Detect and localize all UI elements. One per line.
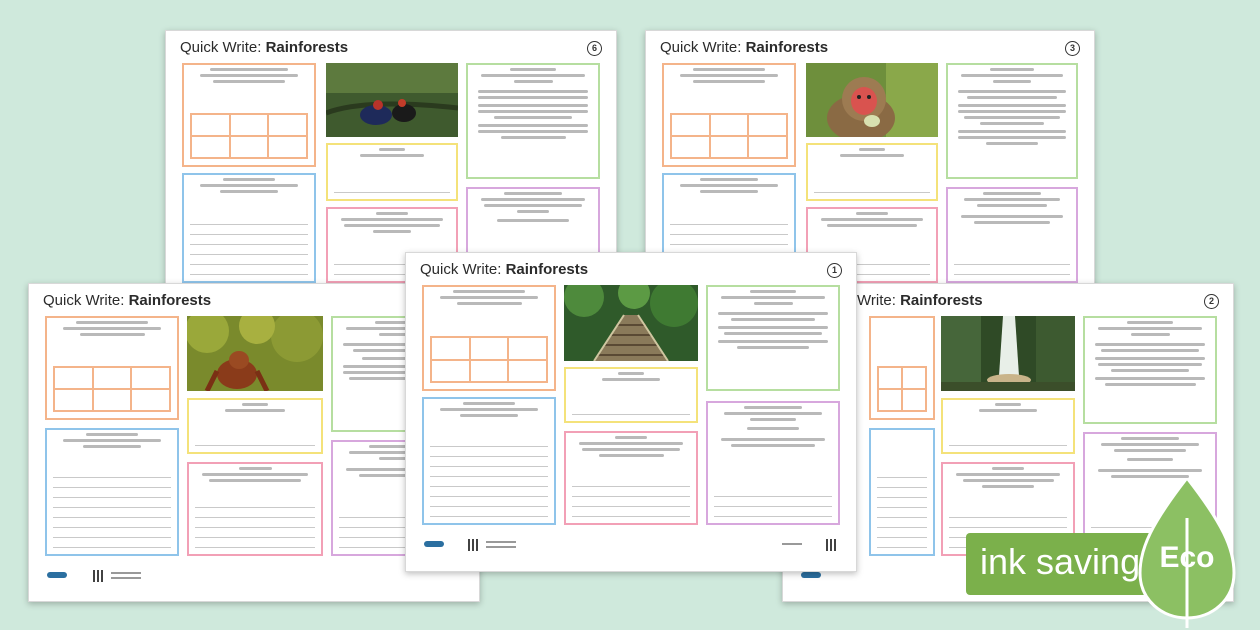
sheet-title: Quick Write: Rainforests [660, 39, 829, 56]
name-it-box [941, 398, 1075, 454]
page-number: 3 [1065, 41, 1080, 56]
qr-code [468, 539, 480, 551]
name-it-box [326, 143, 458, 201]
sheet-title: Quick Write: Rainforests [420, 261, 589, 278]
publisher-logo [424, 541, 444, 547]
quick-questions-box [706, 285, 840, 391]
opinion-box [706, 401, 840, 525]
quick-questions-box [946, 63, 1078, 179]
opening-lines-box [422, 397, 556, 525]
rope-bridge-photo [564, 285, 698, 361]
toucan-photo [326, 63, 458, 137]
publisher-logo [801, 572, 821, 578]
quote-it-box [187, 462, 323, 556]
eco-label: Eco [1159, 541, 1215, 574]
quick-questions-box [1083, 316, 1217, 424]
quote-it-box [564, 431, 698, 525]
qr-code [93, 570, 105, 582]
worksheet-page-1 [405, 252, 857, 572]
page-number: 6 [587, 41, 602, 56]
vocabulary-box [45, 316, 179, 420]
vocabulary-box [869, 316, 935, 420]
monkey-photo [806, 63, 938, 137]
opinion-box [946, 187, 1078, 283]
waterfall-photo [941, 316, 1075, 391]
vocabulary-box [182, 63, 316, 167]
vocabulary-box [662, 63, 796, 167]
vocabulary-box [422, 285, 556, 391]
opening-lines-box [45, 428, 179, 556]
sheet-title: Quick Write: Rainforests [43, 292, 212, 309]
orangutan-photo [187, 316, 323, 391]
sheet-title: Quick Write: Rainforests [180, 39, 349, 56]
quick-questions-box [466, 63, 600, 179]
sheet-title: Write: Rainforests [857, 292, 983, 309]
opening-lines-box [869, 428, 935, 556]
page-number: 1 [827, 263, 842, 278]
name-it-box [564, 367, 698, 423]
name-it-box [187, 398, 323, 454]
qr-code-right [826, 539, 838, 551]
worksheet-page-6 [165, 30, 617, 287]
name-it-box [806, 143, 938, 201]
ink-saving-label: ink saving [980, 541, 1141, 582]
publisher-logo [47, 572, 67, 578]
opening-lines-box [182, 173, 316, 283]
page-number: 2 [1204, 294, 1219, 309]
worksheet-page-3 [645, 30, 1095, 287]
